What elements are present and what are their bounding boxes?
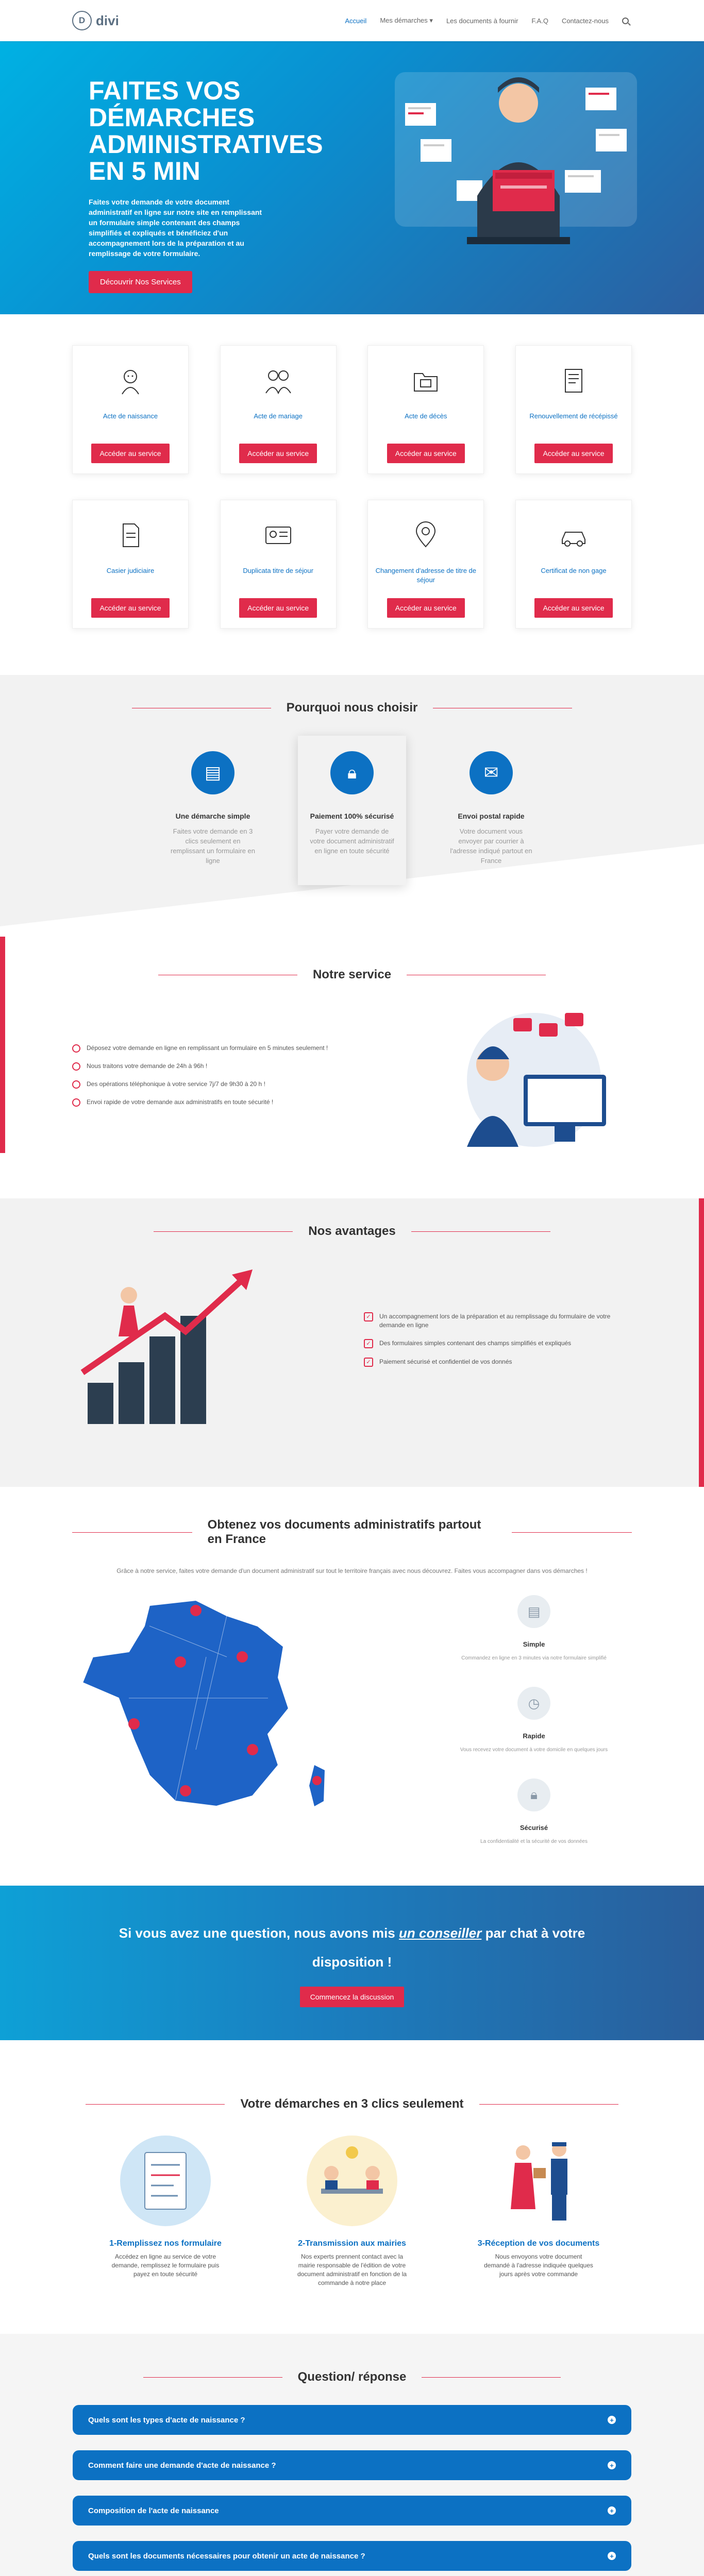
lock-icon: 🔒︎: [330, 751, 374, 794]
checkbox-icon: ✓: [364, 1358, 373, 1367]
checkbox-icon: ✓: [364, 1312, 373, 1321]
list-item: ✓ Un accompagnement lors de la préparation et au remplissage du formulaire de votre demande en ligne: [364, 1312, 632, 1330]
mail-icon: ✉: [470, 751, 513, 794]
faq-title: Question/ réponse: [72, 2370, 632, 2384]
check-circle-icon: [72, 1080, 80, 1089]
nav-demarches-label: Mes démarches: [380, 16, 428, 24]
service-access-button[interactable]: Accéder au service: [239, 598, 317, 618]
prop-simple: [457, 1595, 611, 1661]
service-access-button[interactable]: Accéder au service: [387, 598, 465, 618]
steps-title: Votre démarches en 3 clics seulement: [72, 2097, 632, 2111]
clock-icon: ◷: [517, 1687, 550, 1720]
faq-item[interactable]: Composition de l'acte de naissance +: [73, 2496, 631, 2526]
step-text: Nous envoyons votre document demandé à l'adresse indiquée quelques jours après votre commande: [484, 2253, 593, 2278]
france-props: [436, 1595, 632, 1844]
search-icon[interactable]: [622, 18, 629, 24]
start-chat-button[interactable]: Commencez la discussion: [300, 1987, 405, 2007]
prop-title: Sécurisé: [519, 1824, 548, 1832]
file-icon: [110, 515, 151, 556]
feature-shipping: [437, 736, 545, 885]
chevron-down-icon: ▾: [429, 16, 433, 24]
step-1: [93, 2132, 238, 2287]
service-card: [72, 500, 189, 629]
step-text: Nos experts prennent contact avec la mairie responsable de l'édition de votre document administratif en fonction de la commande à notre place: [297, 2253, 407, 2286]
service-label: Duplicata titre de séjour: [243, 567, 313, 574]
service-label: Changement d'adresse de titre de séjour: [375, 567, 477, 584]
faq-section: [0, 2334, 704, 2576]
service-list: [72, 1044, 340, 1116]
step-title: 2-Transmission aux mairies: [298, 2239, 406, 2248]
france-intro: Grâce à notre service, faites votre demande d'un document administratif sur tout le territoire français avec nous découvrez. Faites vous accompagner dans vos démarches !: [116, 1567, 588, 1574]
call-center-illustration: [436, 1003, 632, 1157]
feature-text: Votre document vous envoyer par courrier à l'adresse indiqué partout en France: [450, 827, 532, 865]
why-features: [72, 736, 632, 885]
feature-payment: [298, 736, 406, 885]
why-section: [0, 675, 704, 926]
advantages-list: [364, 1312, 632, 1376]
document-icon: ▤: [517, 1595, 550, 1628]
delivery-illustration: [487, 2132, 590, 2230]
id-card-icon: [258, 515, 299, 556]
service-card: [72, 345, 189, 474]
nav-home[interactable]: Accueil: [345, 16, 367, 25]
feature-title: Une démarche simple: [175, 812, 250, 820]
advantages-section: [0, 1198, 704, 1487]
feature-title: Paiement 100% sécurisé: [310, 812, 394, 820]
list-item: ✓ Paiement sécurisé et confidentiel de vos donnés: [364, 1358, 632, 1367]
folder-icon: [405, 360, 446, 401]
growth-illustration: [72, 1259, 268, 1429]
accent-bar: [699, 1198, 704, 1487]
map-pin-icon: [405, 515, 446, 556]
prop-securise: [457, 1778, 611, 1844]
service-access-button[interactable]: Accéder au service: [534, 444, 612, 463]
service-label: Acte de naissance: [103, 412, 158, 420]
services-section: [0, 314, 704, 675]
service-access-button[interactable]: Accéder au service: [91, 444, 169, 463]
list-item: ✓ Des formulaires simples contenant des champs simplifiés et expliqués: [364, 1339, 632, 1348]
car-icon: [553, 515, 594, 556]
service-access-button[interactable]: Accéder au service: [387, 444, 465, 463]
service-label: Acte de mariage: [254, 412, 303, 420]
meeting-illustration: [300, 2132, 404, 2230]
prop-text: La confidentialité et la sécurité de vos données: [480, 1839, 588, 1844]
hero-illustration: [390, 67, 637, 273]
service-label: Acte de décès: [405, 412, 447, 420]
service-card: [515, 345, 632, 474]
list-item: Des opérations téléphonique à votre service 7j/7 de 9h30 à 20 h !: [72, 1080, 340, 1089]
step-text: Accédez en ligne au service de votre demande, remplissez le formulaire puis payez en toute sécurité: [111, 2253, 220, 2278]
nav-contact[interactable]: Contactez-nous: [561, 16, 609, 25]
why-title: Pourquoi nous choisir: [72, 701, 632, 715]
logo[interactable]: [72, 11, 119, 30]
faq-item[interactable]: Quels sont les types d'acte de naissance ? +: [73, 2405, 631, 2435]
services-row-2: [72, 500, 632, 629]
service-label: Renouvellement de récépissé: [529, 412, 618, 420]
prop-title: Rapide: [523, 1732, 545, 1740]
plus-icon[interactable]: +: [608, 2416, 616, 2424]
discover-services-button[interactable]: Découvrir Nos Services: [89, 271, 192, 293]
accent-bar: [0, 937, 5, 1153]
france-section: [0, 1487, 704, 1886]
plus-icon[interactable]: +: [608, 2506, 616, 2515]
check-circle-icon: [72, 1044, 80, 1053]
checkbox-icon: ✓: [364, 1339, 373, 1348]
prop-rapide: [457, 1687, 611, 1753]
chat-band: [0, 1886, 704, 2040]
nav-documents[interactable]: Les documents à fournir: [446, 16, 518, 25]
faq-accordion: [72, 2405, 632, 2576]
prop-text: Commandez en ligne en 3 minutes via notre formulaire simplifié: [461, 1655, 607, 1661]
faq-item[interactable]: Quels sont les documents nécessaires pour obtenir un acte de naissance ? +: [73, 2541, 631, 2571]
hero-section: [0, 41, 704, 314]
baby-icon: [110, 360, 151, 401]
step-title: 1-Remplissez nos formulaire: [109, 2239, 222, 2248]
chat-heading: Si vous avez une question, nous avons mis un conseiller par chat à votre disposition !: [119, 1925, 585, 1970]
plus-icon[interactable]: +: [608, 2461, 616, 2469]
service-title: Notre service: [72, 968, 632, 982]
nav-demarches[interactable]: [380, 16, 433, 25]
site-header: [0, 0, 704, 41]
service-card: [220, 345, 337, 474]
hero-title: FAITES VOS DÉMARCHES ADMINISTRATIVES EN 5 MIN: [89, 76, 323, 185]
prop-title: Simple: [523, 1640, 545, 1648]
service-card: [220, 500, 337, 629]
service-card: [367, 345, 484, 474]
list-item: Déposez votre demande en ligne en remplissant un formulaire en 5 minutes seulement !: [72, 1044, 340, 1053]
advantages-title: Nos avantages: [72, 1224, 632, 1239]
couple-icon: [258, 360, 299, 401]
service-label: Casier judiciaire: [106, 567, 155, 574]
list-item: Nous traitons votre demande de 24h à 96h !: [72, 1062, 340, 1071]
service-label: Certificat de non gage: [541, 567, 607, 574]
logo-text: divi: [96, 12, 119, 28]
step-3: [466, 2132, 611, 2287]
step-title: 3-Réception de vos documents: [477, 2239, 600, 2248]
steps-section: [0, 2040, 704, 2334]
service-access-button[interactable]: Accéder au service: [534, 598, 612, 618]
nav-faq[interactable]: F.A.Q: [531, 16, 548, 25]
service-card: [515, 500, 632, 629]
feature-text: Payer votre demande de votre document administratif en ligne en toute sécurité: [310, 827, 394, 855]
logo-mark: D: [72, 11, 92, 30]
document-icon: ▤: [191, 751, 234, 794]
hero-text: Faites votre demande de votre document administratif en ligne sur notre site en remplissant un formulaire simple contenant des champs simplifiés et expliqués et bénéficiez d'un accompagnement lors de la préparation et au remplissage de votre formulaire.: [89, 198, 262, 258]
france-map: [72, 1595, 340, 1822]
plus-icon[interactable]: +: [608, 2552, 616, 2560]
service-card: [367, 500, 484, 629]
service-access-button[interactable]: Accéder au service: [91, 598, 169, 618]
form-illustration: [114, 2132, 217, 2230]
step-2: [280, 2132, 424, 2287]
service-section: [0, 926, 704, 1198]
lock-icon: 🔒︎: [517, 1778, 550, 1811]
faq-item[interactable]: Comment faire une demande d'acte de naissance ? +: [73, 2450, 631, 2480]
feature-title: Envoi postal rapide: [458, 812, 525, 820]
check-circle-icon: [72, 1062, 80, 1071]
prop-text: Vous recevez votre document à votre domicile en quelques jours: [460, 1747, 608, 1753]
main-nav: [345, 16, 629, 25]
feature-simple: [159, 736, 267, 885]
document-icon: [553, 360, 594, 401]
feature-text: Faites votre demande en 3 clics seulement en remplissant un formulaire en ligne: [170, 827, 256, 865]
services-row-1: [72, 345, 632, 474]
advisor-link[interactable]: un conseiller: [399, 1925, 482, 1941]
check-circle-icon: [72, 1098, 80, 1107]
france-title: Obtenez vos documents administratifs partout en France: [72, 1518, 632, 1547]
list-item: Envoi rapide de votre demande aux administratifs en toute sécurité !: [72, 1098, 340, 1107]
service-access-button[interactable]: Accéder au service: [239, 444, 317, 463]
